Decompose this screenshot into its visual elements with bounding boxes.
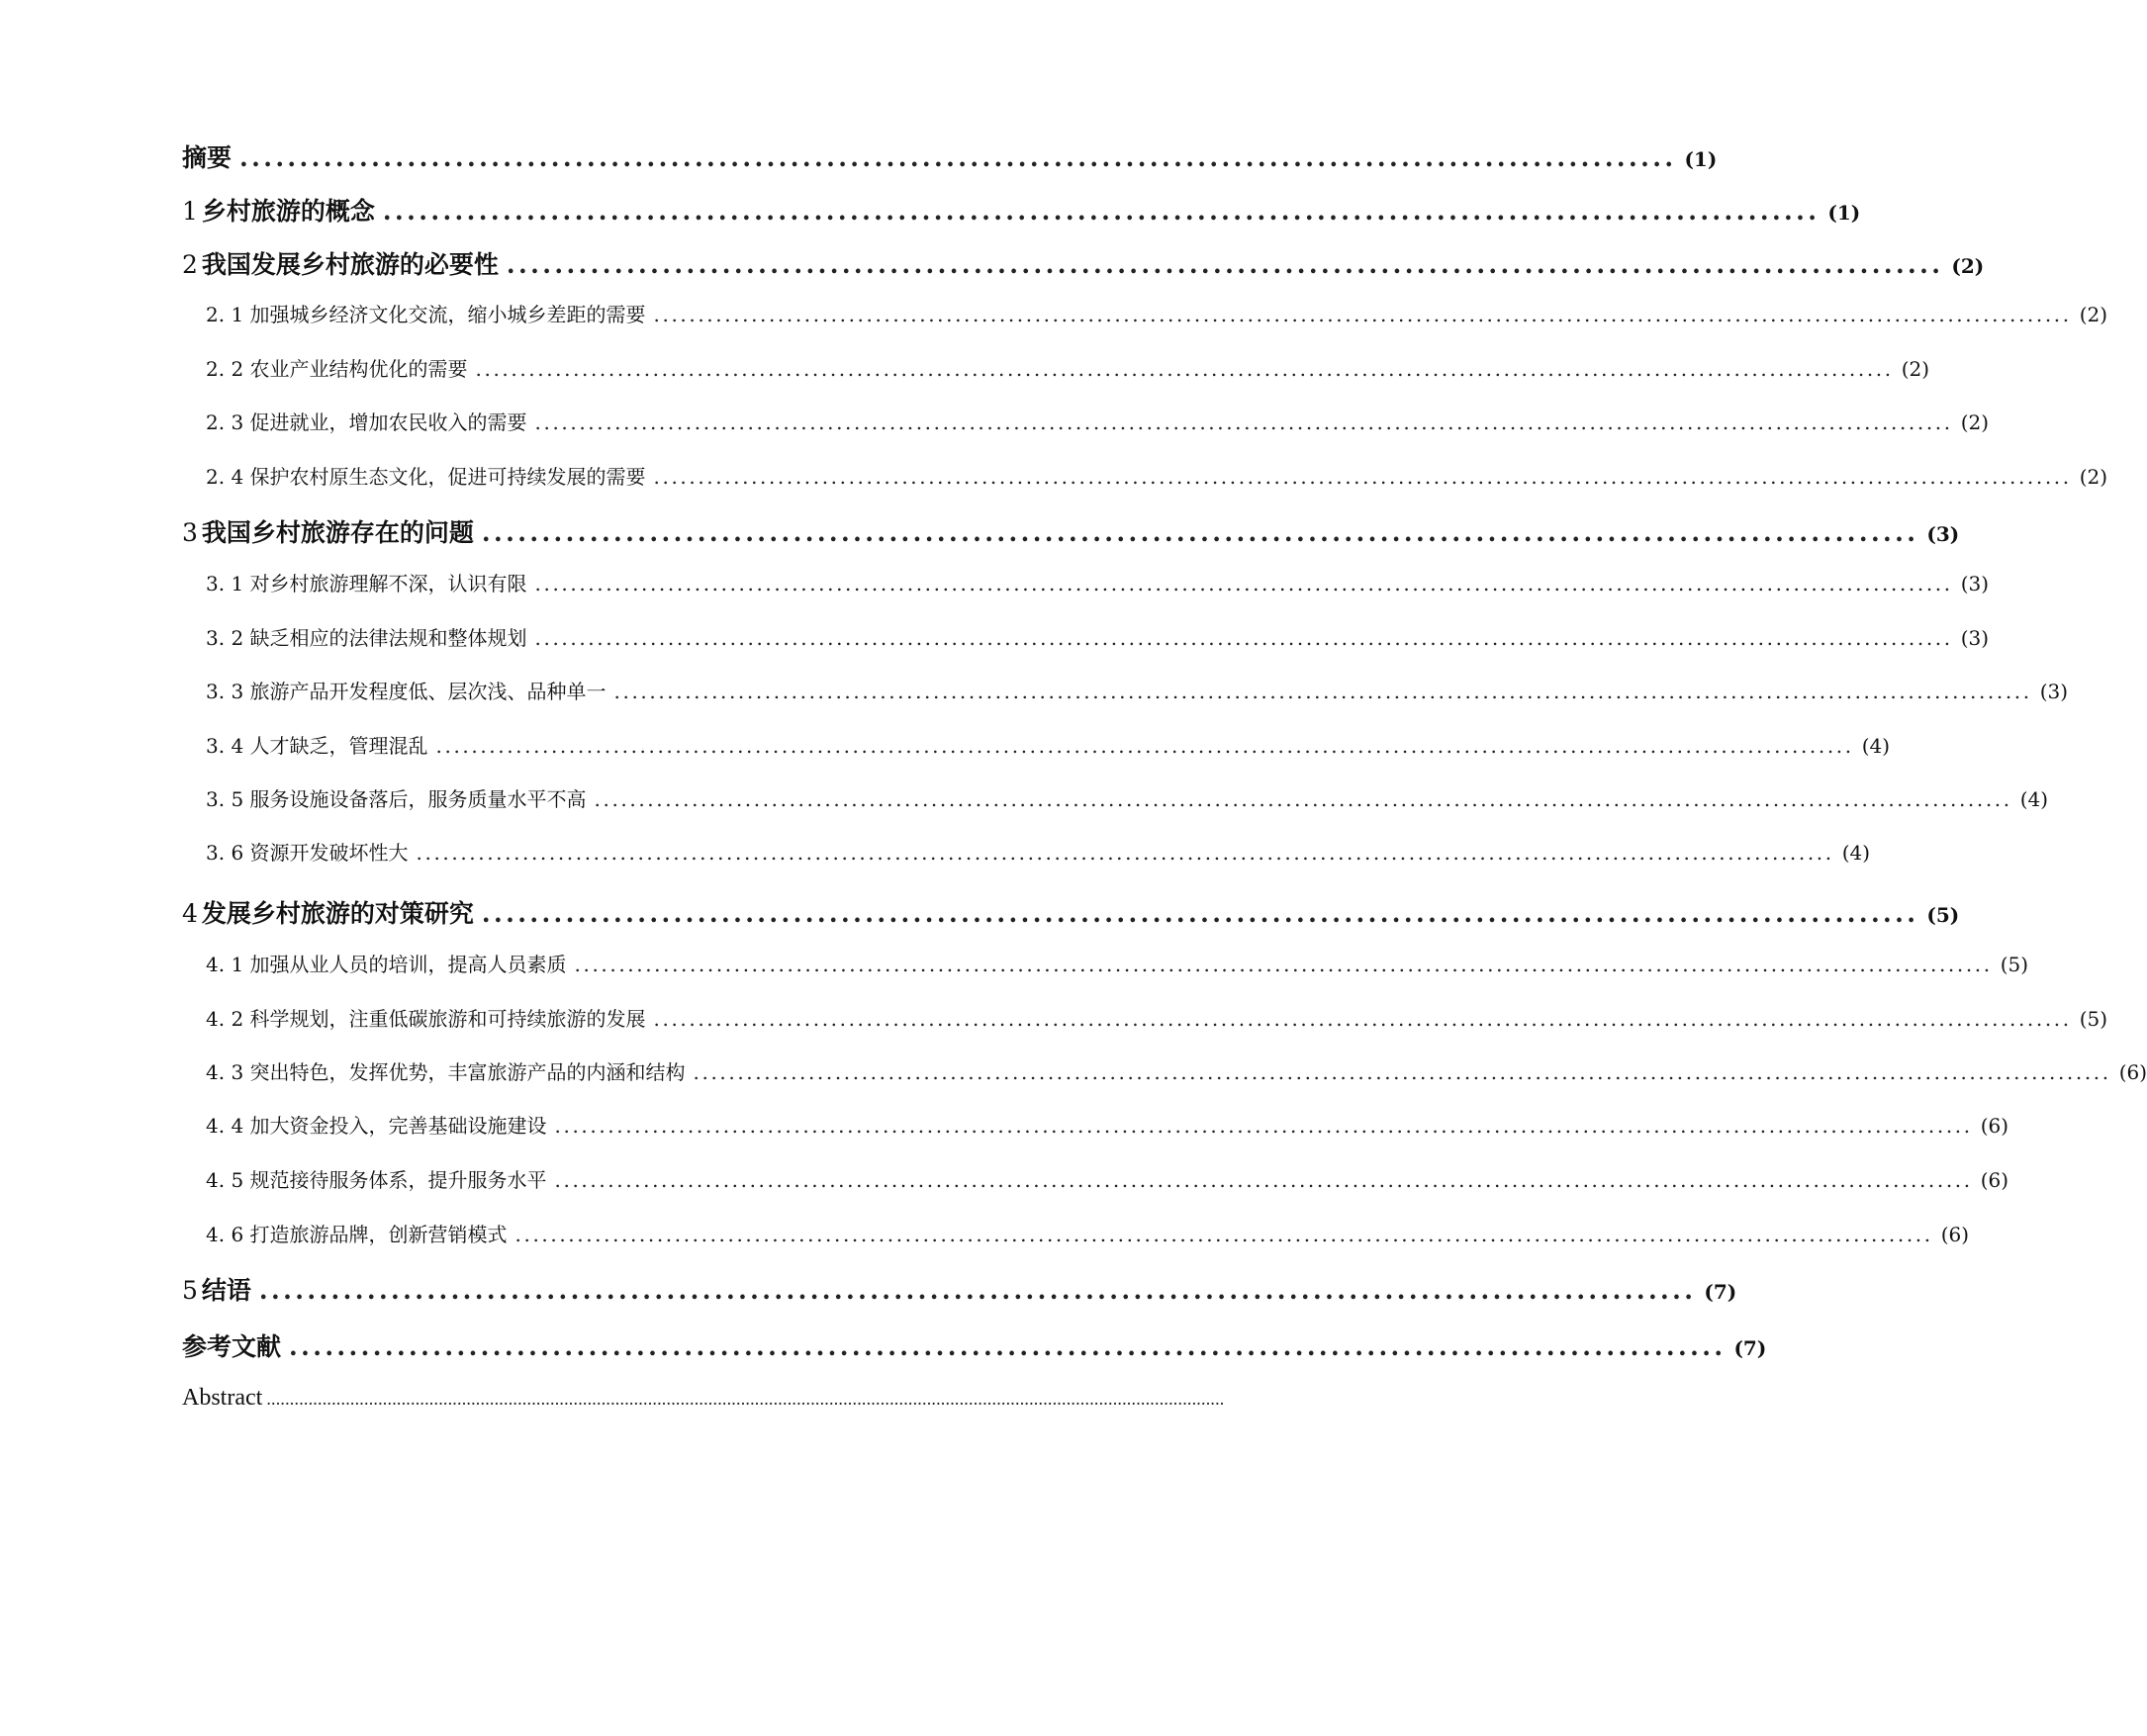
toc-leader-dots: ................................................................................................................................................................: [653, 465, 2072, 489]
toc-entry-title: 对乡村旅游理解不深，认识有限: [249, 572, 527, 595]
toc-entry-number: 2: [182, 250, 198, 279]
toc-entry-number: 3. 2: [206, 626, 244, 650]
toc-entry-title: 摘要: [182, 143, 233, 172]
toc-entry-number: 4. 5: [206, 1168, 244, 1192]
toc-page-number: (2): [1951, 254, 1985, 278]
toc-entry-title: 资源开发破坏性大: [249, 841, 409, 865]
toc-page-number: (2): [1901, 357, 1930, 381]
toc-leader-dots: ................................................................................................................................................................: [613, 680, 2032, 703]
toc-entry-chapter-2[interactable]: [182, 245, 1985, 281]
toc-page-number: (1): [1684, 147, 1718, 171]
toc-page-number: (4): [1861, 734, 1891, 758]
toc-page-number: (6): [1980, 1114, 2009, 1138]
toc-entry-title: 促进就业，增加农民收入的需要: [249, 411, 527, 434]
toc-leader-dots: ................................................................................................................................................................: [435, 734, 1854, 758]
toc-entry-number: 1: [182, 197, 198, 226]
toc-entry-number: 3. 4: [206, 734, 244, 758]
toc-leader-dots: ................................................................................................................................................................: [534, 626, 1953, 650]
toc-leader-dots: ........................................................................................................................: [239, 143, 1677, 172]
toc-leader-dots: ................................................................................................................................................................: [534, 572, 1953, 595]
toc-entry-section-3-5[interactable]: [206, 783, 2049, 812]
toc-entry-number: 3. 3: [206, 680, 244, 703]
toc-entry-title: 人才缺乏，管理混乱: [249, 734, 428, 758]
toc-entry-title: 我国乡村旅游存在的问题: [201, 518, 474, 547]
toc-leader-dots: ................................................................................................................................................................: [594, 787, 2012, 811]
toc-entry-title: 加大资金投入，完善基础设施建设: [249, 1114, 547, 1138]
toc-entry-title: 科学规划，注重低碳旅游和可持续旅游的发展: [249, 1007, 646, 1031]
toc-entry-section-2-4[interactable]: [206, 461, 2108, 490]
toc-page-number: (5): [2079, 1007, 2108, 1031]
toc-entry-section-2-3[interactable]: [206, 407, 1990, 435]
toc-leader-dots: ................................................................................................................................................................: [534, 411, 1953, 434]
toc-entry-title: 缺乏相应的法律法规和整体规划: [249, 626, 527, 650]
toc-leader-dots: ................................................................................................................................................................: [574, 953, 1993, 976]
toc-page-number: (6): [2118, 1060, 2147, 1084]
toc-entry-title: 加强从业人员的培训，提高人员素质: [249, 953, 567, 976]
toc-leader-dots: ........................................................................................................................: [481, 518, 1919, 547]
toc-page-number: (7): [1733, 1336, 1767, 1360]
toc-leader-dots: ................................................................................................................................................................: [554, 1114, 1973, 1138]
toc-entry-section-3-2[interactable]: [206, 622, 1990, 651]
toc-leader-dots: ........................................................................................................................: [382, 197, 1820, 226]
toc-entry-number: 2. 4: [206, 465, 244, 489]
toc-leader-dots: ................................................................................................................................................................: [416, 841, 1834, 865]
toc-leader-dots: ................................................................................................................................................................: [514, 1223, 1933, 1246]
toc-entry-number: 3. 1: [206, 572, 244, 595]
toc-leader-dots: ................................................................................................................................................................: [693, 1060, 2111, 1084]
toc-entry-chapter-4[interactable]: [182, 894, 1960, 930]
toc-page-number: (3): [1926, 522, 1960, 546]
toc-page-number: (4): [1841, 841, 1871, 865]
toc-entry-section-4-5[interactable]: [206, 1164, 2009, 1193]
toc-entry-number: 4. 6: [206, 1223, 244, 1246]
toc-page-number: (3): [1960, 626, 1990, 650]
toc-entry-title: 保护农村原生态文化，促进可持续发展的需要: [249, 465, 646, 489]
toc-leader-dots: ................................................................................................................................................................: [653, 303, 2072, 326]
toc-page-number: (2): [2079, 465, 2108, 489]
toc-entry-abstract-en[interactable]: [182, 1385, 1225, 1412]
toc-entry-section-3-4[interactable]: [206, 730, 1891, 759]
toc-entry-title: Abstract: [182, 1385, 263, 1411]
toc-entry-number: 3. 5: [206, 787, 244, 811]
toc-leader-dots: ................................................................................................................................................................: [653, 1007, 2072, 1031]
toc-entry-title: 农业产业结构优化的需要: [249, 357, 468, 381]
toc-entry-title: 旅游产品开发程度低、层次浅、品种单一: [249, 680, 607, 703]
toc-leader-dots: ........................................................................................................................: [481, 899, 1919, 928]
toc-entry-section-2-2[interactable]: [206, 353, 1930, 382]
toc-leader-dots: ........................................................................................................................: [258, 1276, 1697, 1305]
toc-entry-title: 打造旅游品牌，创新营销模式: [249, 1223, 508, 1246]
toc-leader-dots: ................................................................................................................................................................: [554, 1168, 1973, 1192]
toc-page-number: (4): [2019, 787, 2049, 811]
toc-entry-number: 5: [182, 1276, 198, 1305]
toc-entry-number: 4. 1: [206, 953, 244, 976]
toc-page-number: (3): [1960, 572, 1990, 595]
toc-entry-title: 参考文献: [182, 1332, 282, 1361]
toc-page-number: (5): [1926, 903, 1960, 927]
toc-entry-title: 规范接待服务体系，提升服务水平: [249, 1168, 547, 1192]
toc-leader-dots: ..............................................................................................................................................................................................................: [266, 1389, 1225, 1409]
toc-entry-section-4-6[interactable]: [206, 1219, 1970, 1247]
toc-entry-number: 2. 2: [206, 357, 244, 381]
toc-entry-section-3-3[interactable]: [206, 676, 2069, 704]
toc-entry-title: 突出特色，发挥优势，丰富旅游产品的内涵和结构: [249, 1060, 686, 1084]
toc-entry-number: 2. 1: [206, 303, 244, 326]
toc-entry-section-4-4[interactable]: [206, 1110, 2009, 1139]
toc-leader-dots: ........................................................................................................................: [506, 250, 1944, 279]
toc-entry-number: 4. 4: [206, 1114, 244, 1138]
toc-entry-section-3-6[interactable]: [206, 837, 1871, 866]
toc-page-number: (7): [1704, 1280, 1737, 1304]
toc-entry-chapter-1[interactable]: [182, 192, 1861, 228]
toc-entry-number: 3: [182, 518, 198, 547]
toc-entry-section-4-1[interactable]: [206, 949, 2029, 977]
toc-entry-chapter-3[interactable]: [182, 513, 1960, 549]
toc-entry-number: 2. 3: [206, 411, 244, 434]
toc-page-number: (2): [2079, 303, 2108, 326]
toc-entry-title: 服务设施设备落后，服务质量水平不高: [249, 787, 587, 811]
toc-entry-title: 我国发展乡村旅游的必要性: [201, 250, 499, 279]
toc-leader-dots: ................................................................................................................................................................: [475, 357, 1894, 381]
toc-page-number: (3): [2039, 680, 2069, 703]
toc-entry-number: 3. 6: [206, 841, 244, 865]
toc-entry-section-2-1[interactable]: [206, 299, 2108, 327]
toc-entry-section-3-1[interactable]: [206, 568, 1990, 596]
toc-page-number: (6): [1980, 1168, 2009, 1192]
toc-leader-dots: ........................................................................................................................: [289, 1332, 1727, 1361]
toc-entry-title: 发展乡村旅游的对策研究: [201, 899, 474, 928]
toc-entry-number: 4. 2: [206, 1007, 244, 1031]
toc-entry-number: 4: [182, 899, 198, 928]
toc-page-number: (5): [2000, 953, 2029, 976]
toc-page-number: (6): [1940, 1223, 1970, 1246]
toc-entry-section-4-3[interactable]: [206, 1056, 2147, 1085]
toc-page-number: (1): [1827, 201, 1861, 225]
toc-entry-section-4-2[interactable]: [206, 1003, 2108, 1032]
toc-page-number: (2): [1960, 411, 1990, 434]
toc-entry-title: 加强城乡经济文化交流，缩小城乡差距的需要: [249, 303, 646, 326]
toc-entry-title: 乡村旅游的概念: [201, 197, 375, 226]
toc-entry-number: 4. 3: [206, 1060, 244, 1084]
toc-entry-chapter-5[interactable]: [182, 1271, 1737, 1307]
toc-entry-references[interactable]: [182, 1327, 1767, 1363]
toc-entry-abstract-cn[interactable]: [182, 138, 1718, 174]
toc-entry-title: 结语: [201, 1276, 251, 1305]
